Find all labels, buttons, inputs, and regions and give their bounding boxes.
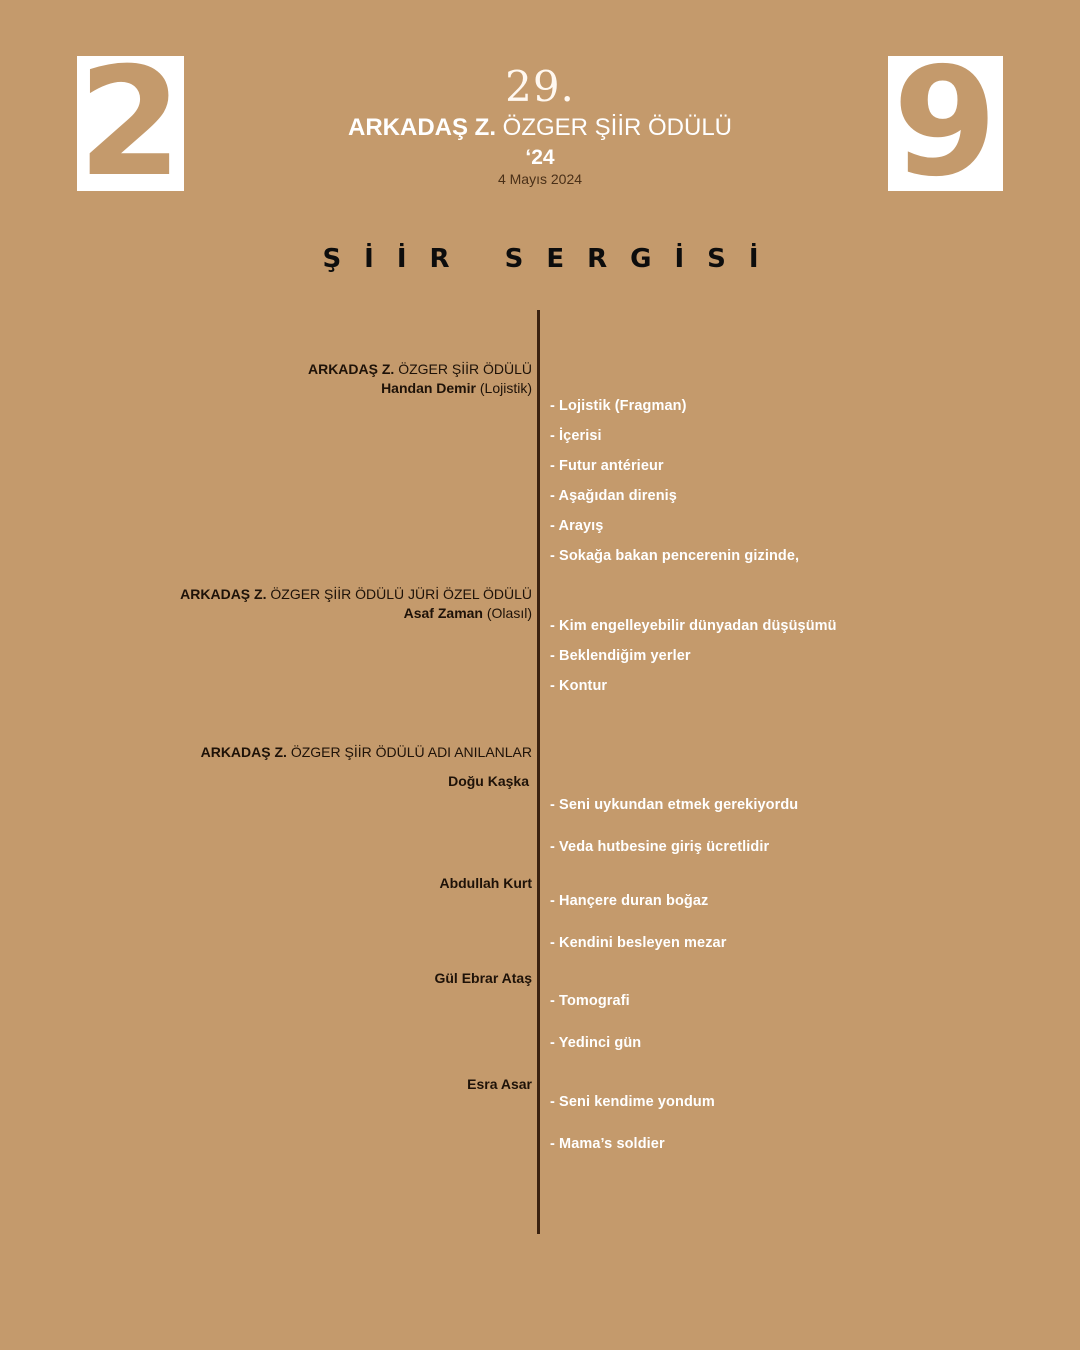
mention-poet-name: Doğu Kaşka: [448, 773, 529, 789]
winner-award-rest: ÖZGER ŞİİR ÖDÜLÜ: [398, 361, 532, 377]
award-year: ‘24: [525, 146, 555, 169]
logo-right-digit: 9: [892, 56, 998, 191]
poem-item: - Beklendiğim yerler: [550, 648, 691, 664]
poem-item: - Kim engelleyebilir dünyadan düşüşümü: [550, 618, 837, 634]
jury-award-rest: ÖZGER ŞİİR ÖDÜLÜ JÜRİ ÖZEL ÖDÜLÜ: [270, 586, 532, 602]
poem-item: - Sokağa bakan pencerenin gizinde,: [550, 548, 800, 564]
winner-award-bold: ARKADAŞ Z.: [307, 361, 395, 377]
timeline-divider: [537, 310, 540, 1234]
mentions-award-rest: ÖZGER ŞİİR ÖDÜLÜ ADI ANILANLAR: [290, 744, 532, 760]
edition-number: 29.: [505, 62, 575, 111]
mention-poet: [467, 1075, 532, 1094]
award-title: [0, 114, 1080, 142]
poem-item: - Seni kendime yondum: [550, 1094, 715, 1110]
mentions-award-bold: ARKADAŞ Z.: [200, 744, 287, 760]
section-title: ŞİİR SERGİSİ: [322, 244, 782, 274]
poem-item: - İçerisi: [550, 428, 602, 444]
mention-poet: [448, 772, 529, 791]
mention-poet: [439, 874, 532, 893]
poem-item: - Mama’s soldier: [550, 1136, 665, 1152]
award-title-rest: ÖZGER ŞİİR ÖDÜLÜ: [502, 114, 733, 141]
event-date: 4 Mayıs 2024: [497, 171, 583, 187]
winner-label: [308, 360, 532, 398]
jury-poet: Asaf Zaman: [403, 605, 483, 621]
mention-poet-name: Esra Asar: [467, 1076, 532, 1092]
poem-item: - Arayış: [550, 518, 604, 534]
winner-book: (Lojistik): [479, 380, 532, 396]
award-title-bold: ARKADAŞ Z.: [347, 114, 496, 141]
mention-poet-name: Abdullah Kurt: [439, 875, 532, 891]
mentions-label: [201, 743, 532, 762]
jury-award-bold: ARKADAŞ Z.: [180, 586, 267, 602]
poem-item: - Seni uykundan etmek gerekiyordu: [550, 797, 799, 813]
poem-item: - Tomografi: [550, 993, 630, 1009]
mention-poet: [434, 969, 532, 988]
poem-item: - Kontur: [550, 678, 608, 694]
poem-item: - Hançere duran boğaz: [550, 893, 709, 909]
poem-item: - Aşağıdan direniş: [550, 488, 677, 504]
jury-book: (Olasıl): [486, 605, 532, 621]
poem-item: - Lojistik (Fragman): [550, 398, 687, 414]
winner-poet: Handan Demir: [381, 380, 476, 396]
poem-item: - Veda hutbesine giriş ücretlidir: [550, 839, 770, 855]
poem-item: - Yedinci gün: [550, 1035, 642, 1051]
poem-item: - Kendini besleyen mezar: [550, 935, 727, 951]
logo-left-digit: 2: [77, 56, 183, 191]
poem-item: - Futur antérieur: [550, 458, 664, 474]
jury-label: [180, 585, 532, 623]
mention-poet-name: Gül Ebrar Ataş: [434, 970, 532, 986]
